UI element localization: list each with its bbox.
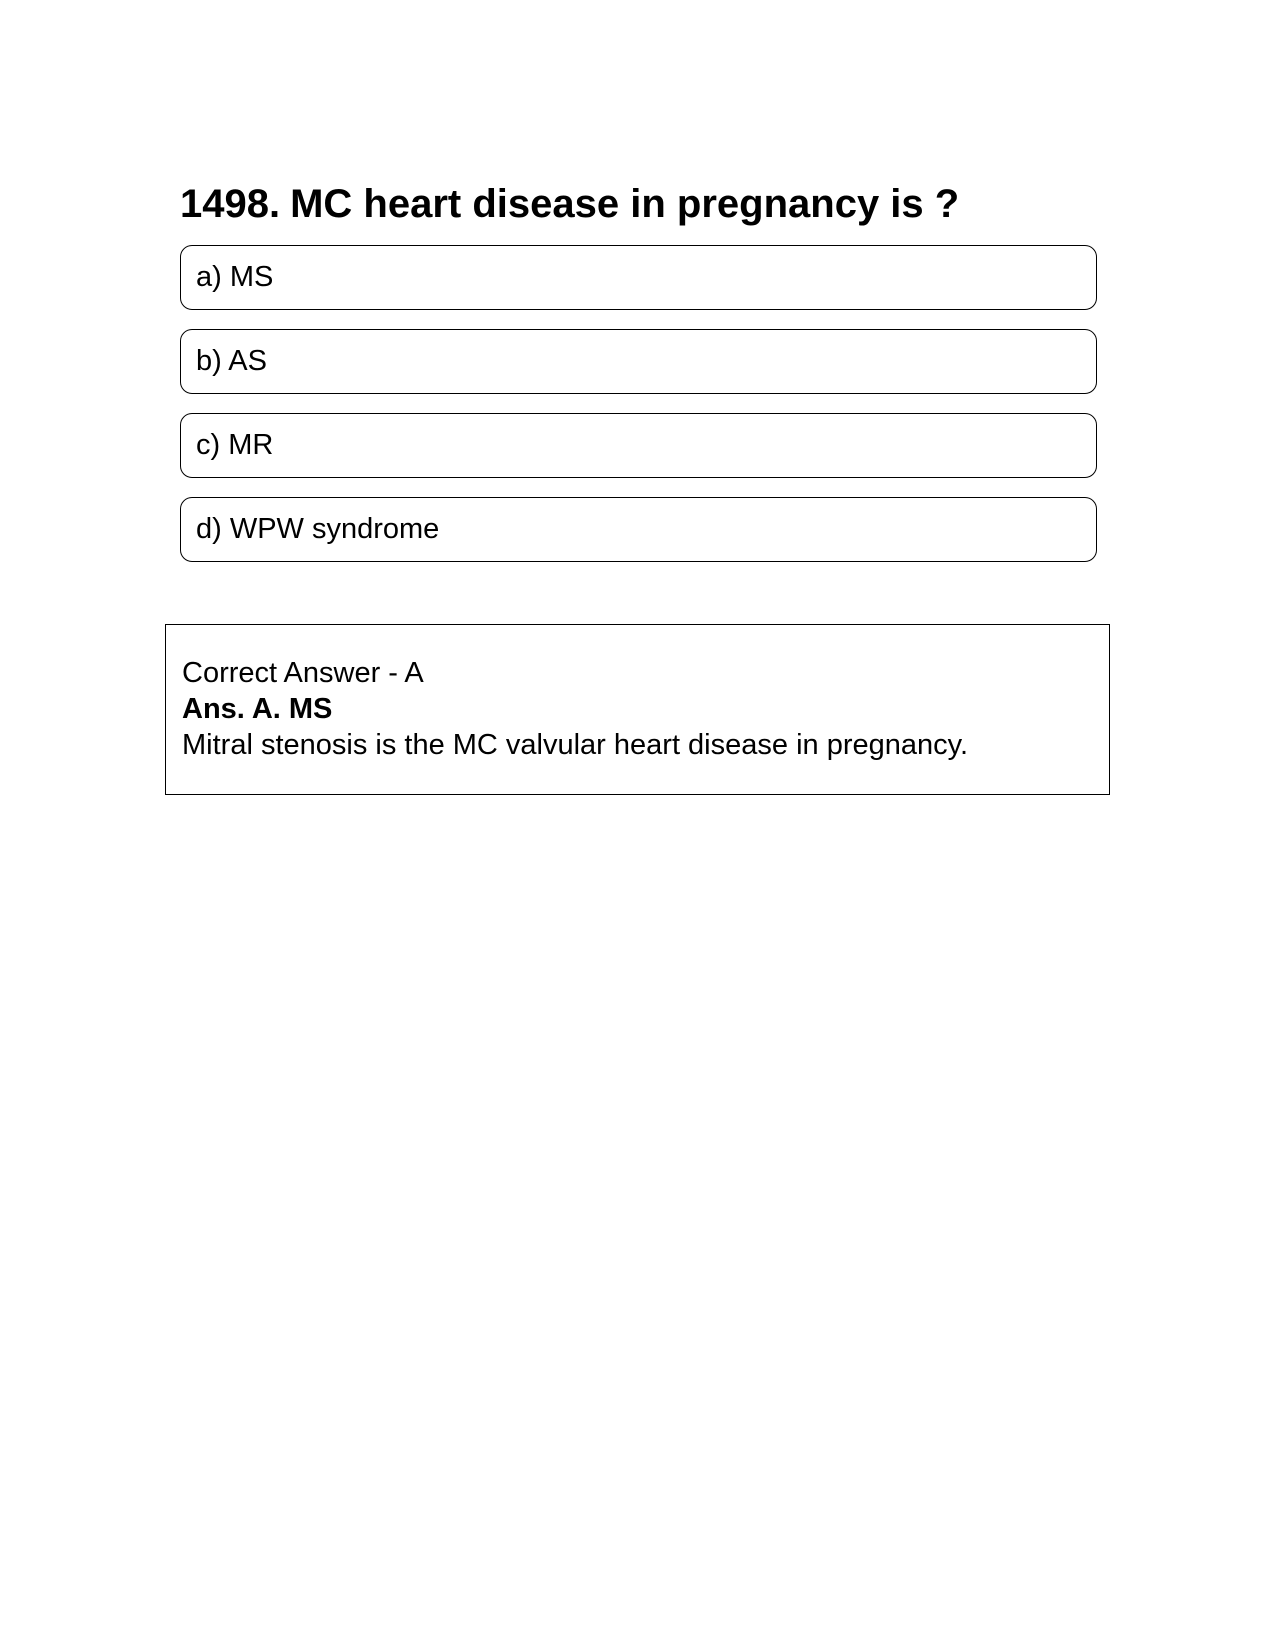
question-text: MC heart disease in pregnancy is ? — [290, 182, 960, 226]
option-a[interactable]: a) MS — [180, 245, 1097, 310]
option-d[interactable]: d) WPW syndrome — [180, 497, 1097, 562]
option-c[interactable]: c) MR — [180, 413, 1097, 478]
question-number: 1498. — [180, 182, 281, 226]
answer-box — [165, 624, 1110, 795]
answer-explanation: Mitral stenosis is the MC valvular heart disease in pregnancy. — [182, 729, 969, 761]
answer-key-line: Ans. A. MS — [182, 693, 333, 725]
correct-answer-line: Correct Answer - A — [182, 657, 424, 689]
option-b[interactable]: b) AS — [180, 329, 1097, 394]
question-heading — [180, 176, 1100, 232]
